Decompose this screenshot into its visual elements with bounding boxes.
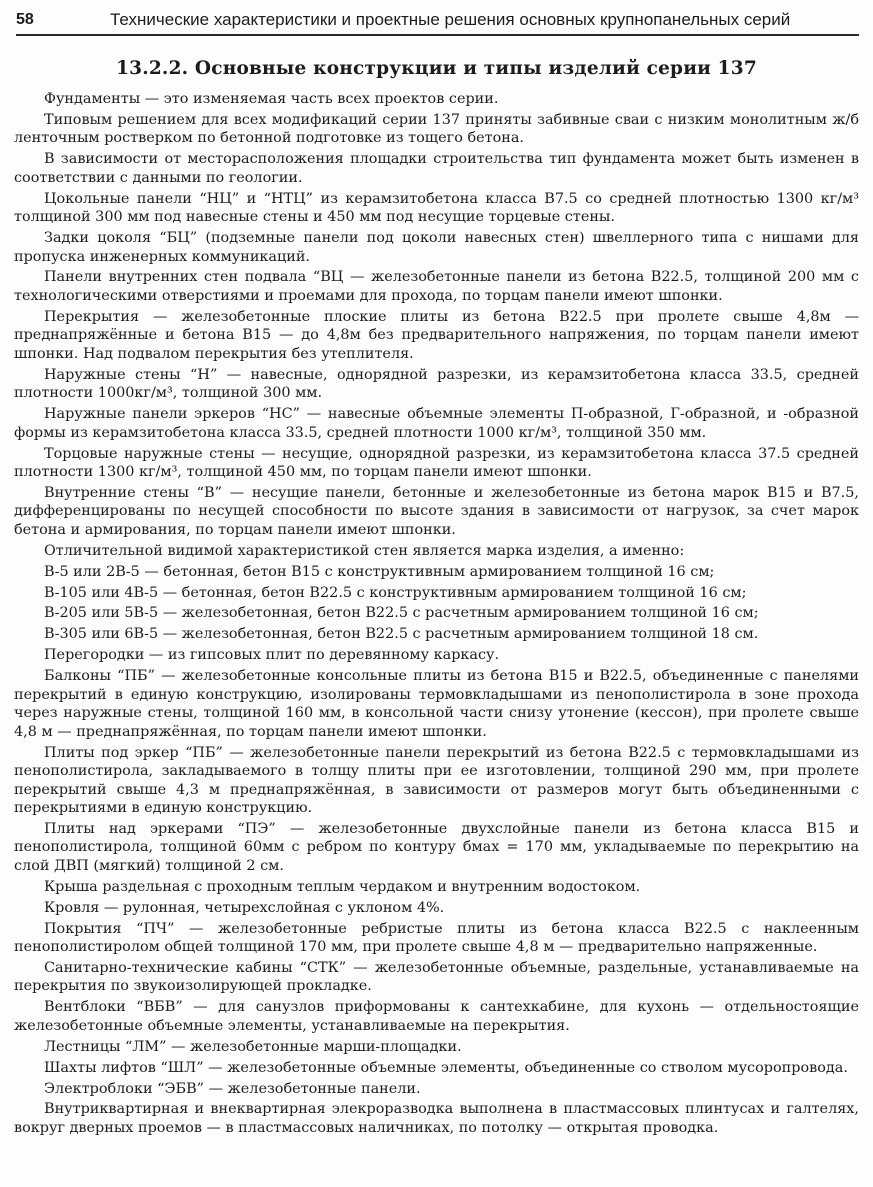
list-item-wall-mark: В-305 или 6В-5 — железобетонная, бетон В22.5 с расчетным армированием толщиной 18 см. (44, 626, 759, 643)
paragraph-slabs-over-bays: Плиты над эркерами “ПЭ” — железобетонные двухслойные панели из бетона класса В15 и пенополистирола, толщиной 60мм с ребром по контуру бмах = 170 мм, укладываемые по перекрытию на слой ДВП (мягкий) толщиной 2 см. (14, 820, 859, 874)
paragraph-wall-marking: Отличительной видимой характеристикой стен является марка изделия, а именно: (44, 542, 685, 559)
paragraph-end-walls: Торцовые наружные стены — несущие, однорядной разрезки, из керамзитобетона класса 37.5 средней плотности 1300 кг/м³, толщиной 450 мм, по торцам панели имеют шпонки. (14, 445, 859, 481)
paragraph-balconies: Балконы “ПБ” — железобетонные консольные плиты из бетона В15 и В22.5, объединенные с панелями перекрытий в единую конструкцию, изолированы термовкладышами из пенополистирола в зоне прохода через наружные стены, толщиной 160 мм, в консольной части снизу утонение (кессон), при пролете свыше 4,8 м — преднапряжённая, по торцам панели имеют шпонки. (14, 668, 859, 740)
paragraph-foundations: Фундаменты — это изменяемая часть всех проектов серии. (44, 91, 499, 107)
paragraph-bay-window-panels: Наружные панели эркеров “НС” — навесные объемные элементы П-образной, Г-образной, и -образной формы из керамзитобетона класса 33.5, средней плотности 1000 кг/м³, толщиной 350 мм. (14, 406, 859, 441)
paragraph-plinth-backs: Задки цоколя “БЦ” (подземные панели под цоколи навесных стен) швеллерного типа с нишами для пропуска инженерных коммуникаций. (14, 230, 859, 265)
paragraph-plinth-panels: Цокольные панели “НЦ” и “НТЦ” из керамзитобетона класса В7.5 со средней плотностью 1300 кг/м³ толщиной 300 мм под навесные стены и 450 мм под несущие торцевые стены. (14, 190, 859, 226)
page-number: 58 (16, 11, 34, 28)
section-heading: 13.2.2. Основные конструкции и типы изделий серии 137 (116, 58, 757, 79)
paragraph-stairs: Лестницы “ЛМ” — железобетонные марши-площадки. (44, 1038, 462, 1055)
paragraph-sanitary-cabins: Санитарно-технические кабины “СТК” — железобетонные объемные, раздельные, устанавливаемые на перекрытия по звукоизолирующей прокладке. (14, 959, 859, 995)
running-title: Технические характеристики и проектные решения основных крупнопанельных серий (110, 10, 791, 29)
paragraph-roof-slabs: Покрытия “ПЧ” — железобетонные ребристые плиты из бетона класса В22.5 с наклеенным пенополистиролом общей толщиной 170 мм, при пролете свыше 4,8 м — предварительно напряженные. (14, 920, 859, 956)
paragraph-lift-shafts: Шахты лифтов “ШЛ” — железобетонные объемные элементы, объединенные со стволом мусоропровода. (44, 1059, 848, 1076)
running-header (16, 8, 859, 36)
paragraph-piles: Типовым решением для всех модификаций серии 137 приняты забивные сваи с низким монолитным ж/б ленточным ростверком по бетонной подготовке из тощего бетона. (14, 111, 859, 147)
paragraph-partitions: Перегородки — из гипсовых плит по деревянному каркасу. (44, 647, 500, 664)
list-item-wall-mark: В-205 или 5В-5 — железобетонная, бетон В22.5 с расчетным армированием толщиной 16 см; (44, 605, 759, 622)
paragraph-basement-walls: Панели внутренних стен подвала “ВЦ — железобетонные панели из бетона В22.5, толщиной 200 мм с технологическими отверстиями и проемами для прохода, по торцам панели имеют шпонки. (14, 269, 859, 304)
paragraph-floor-slabs: Перекрытия — железобетонные плоские плиты из бетона В22.5 при пролете свыше 4,8м — преднапряжённые и бетона В15 — до 4,8м без предварительного напряжения, по торцам панели имеют шпонки. Над подвалом перекрытия без утеплителя. (14, 308, 859, 362)
list-item-wall-mark: В-105 или 4В-5 — бетонная, бетон В22.5 с конструктивным армированием толщиной 16 см; (44, 584, 747, 601)
paragraph-internal-walls: Внутренние стены “В” — несущие панели, бетонные и железобетонные из бетона марок В15 и В7.5, дифференцированы по несущей способности по высоте здания в зависимости от нагрузок, за счет марок бетона и армирования, по торцам панели имеют шпонки. (14, 484, 859, 538)
body-text (14, 90, 859, 1140)
list-item-wall-mark: В-5 или 2В-5 — бетонная, бетон В15 с конструктивным армированием толщиной 16 см; (44, 563, 715, 580)
paragraph-ventilation-blocks: Вентблоки “ВБВ” — для санузлов приформованы к сантехкабине, для кухонь — отдельностоящие железобетонные объемные элементы, устанавливаемые на перекрытия. (14, 999, 859, 1034)
paragraph-roofing: Кровля — рулонная, четырехслойная с уклоном 4%. (44, 899, 445, 916)
paragraph-geology: В зависимости от месторасположения площадки строительства тип фундамента может быть изменен в соответствии с данными по геологии. (14, 151, 859, 186)
paragraph-electrical-blocks: Электроблоки “ЭБВ” — железобетонные панели. (44, 1080, 421, 1097)
paragraph-wiring: Внутриквартирная и внеквартирная элекроразводка выполнена в пластмассовых плинтусах и галтелях, вокруг дверных проемов — в пластмассовых наличниках, по потолку — открытая проводка. (14, 1101, 859, 1136)
paragraph-bay-slabs: Плиты под эркер “ПБ” — железобетонные панели перекрытий из бетона В22.5 с термовкладышами из пенополистирола, закладываемого в толщу плиты при ее изготовлении, толщиной 290 мм, при пролете перекрытий свыше 4,3 м преднапряжённая, в зависимости от размеров могут быть объединенными с перекрытиями в единую конструкцию. (14, 744, 859, 817)
paragraph-external-walls: Наружные стены “Н” — навесные, однорядной разрезки, из керамзитобетона класса 33.5, средней плотности 1000кг/м³, толщиной 300 мм. (14, 366, 859, 402)
paragraph-roof: Крыша раздельная с проходным теплым чердаком и внутренним водостоком. (44, 878, 641, 895)
